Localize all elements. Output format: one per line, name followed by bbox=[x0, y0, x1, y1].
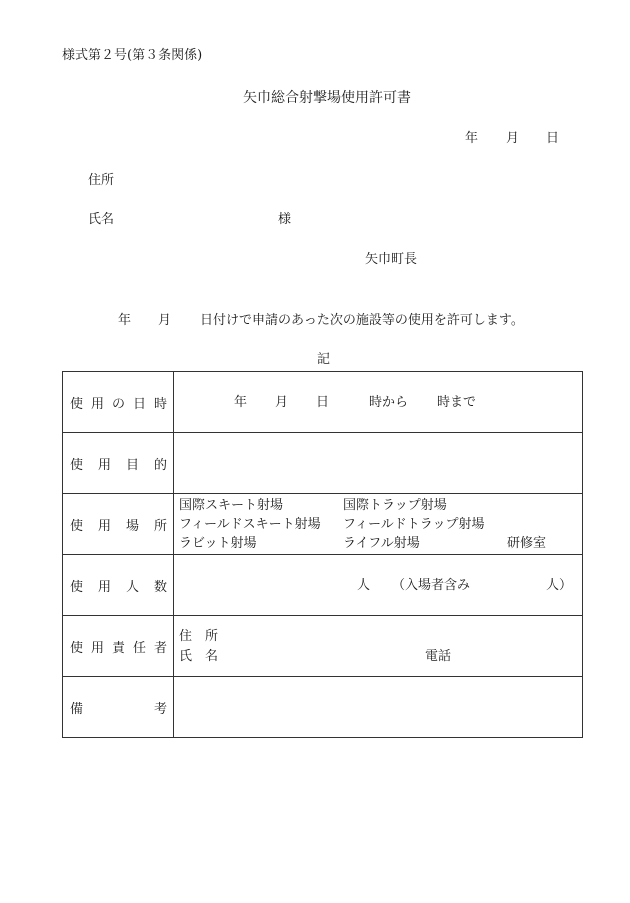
dt-until: 時まで bbox=[437, 395, 477, 410]
label-char: 使 bbox=[70, 518, 84, 534]
honorific: 様 bbox=[278, 212, 292, 227]
dt-from: 時から bbox=[369, 395, 409, 410]
dt-year: 年 bbox=[234, 395, 248, 410]
responsible-address-label: 住 所 bbox=[179, 629, 219, 644]
table-row bbox=[63, 677, 583, 738]
label-char: 所 bbox=[153, 518, 167, 534]
venue-value-cell bbox=[174, 494, 583, 555]
venue-intl-skeet[interactable]: 国際スキート射場 bbox=[179, 498, 284, 513]
venue-field-skeet[interactable]: フィールドスキート射場 bbox=[179, 517, 321, 532]
issuer: 矢巾町長 bbox=[365, 252, 418, 267]
datetime-value-cell[interactable] bbox=[174, 372, 583, 433]
issue-date-day: 日 bbox=[546, 131, 560, 146]
label-char: 人 bbox=[125, 579, 139, 595]
label-char: 場 bbox=[125, 518, 139, 534]
label-char: 責 bbox=[111, 640, 125, 656]
headcount-value-cell[interactable] bbox=[174, 555, 583, 616]
label-char: 者 bbox=[153, 640, 167, 656]
label-char: 用 bbox=[97, 457, 111, 473]
statement-year: 年 bbox=[118, 313, 132, 328]
venue-intl-trap[interactable]: 国際トラップ射場 bbox=[343, 498, 447, 513]
venue-field-trap[interactable]: フィールドトラップ射場 bbox=[343, 517, 485, 532]
label-char: 使 bbox=[70, 457, 84, 473]
name-label: 氏名 bbox=[88, 212, 115, 227]
label-char: 用 bbox=[90, 396, 104, 412]
table-row bbox=[63, 494, 583, 555]
label-char: 用 bbox=[90, 640, 104, 656]
label-char: 使 bbox=[70, 579, 84, 595]
table-row bbox=[63, 433, 583, 494]
label-char: 用 bbox=[97, 579, 111, 595]
row-label-purpose bbox=[63, 433, 174, 494]
address-label: 住所 bbox=[88, 173, 115, 188]
remarks-value-cell[interactable] bbox=[174, 677, 583, 738]
label-char: の bbox=[111, 396, 125, 412]
table-row bbox=[63, 616, 583, 677]
label-char: 備 bbox=[70, 701, 84, 717]
issue-date-year: 年 bbox=[465, 131, 479, 146]
label-char: 任 bbox=[132, 640, 146, 656]
people-unit: 人 bbox=[357, 578, 371, 593]
table-row bbox=[63, 372, 583, 433]
table-row bbox=[63, 555, 583, 616]
form-number: 様式第２号(第３条関係) bbox=[62, 48, 203, 63]
label-char: 使 bbox=[70, 640, 84, 656]
responsible-value-cell[interactable] bbox=[174, 616, 583, 677]
label-char: 使 bbox=[70, 396, 84, 412]
statement-text: 日付けで申請のあった次の施設等の使用を許可します。 bbox=[200, 313, 524, 328]
row-label-venue bbox=[63, 494, 174, 555]
row-label-headcount bbox=[63, 555, 174, 616]
people-including: （入場者含み bbox=[392, 578, 471, 593]
label-char: 数 bbox=[153, 579, 167, 595]
ki-note: 記 bbox=[317, 352, 331, 367]
issue-date-month: 月 bbox=[506, 131, 520, 146]
dt-month: 月 bbox=[275, 395, 289, 410]
dt-day: 日 bbox=[316, 395, 330, 410]
venue-rabbit[interactable]: ラビット射場 bbox=[179, 536, 257, 551]
label-char: 用 bbox=[97, 518, 111, 534]
purpose-value-cell[interactable] bbox=[174, 433, 583, 494]
row-label-datetime bbox=[63, 372, 174, 433]
row-label-remarks bbox=[63, 677, 174, 738]
responsible-phone-label: 電話 bbox=[425, 649, 452, 664]
row-label-responsible bbox=[63, 616, 174, 677]
label-char: 的 bbox=[153, 457, 167, 473]
label-char: 日 bbox=[132, 396, 146, 412]
label-char: 考 bbox=[153, 701, 167, 717]
document-title: 矢巾総合射撃場使用許可書 bbox=[243, 90, 411, 106]
venue-training-room[interactable]: 研修室 bbox=[507, 536, 547, 551]
statement-month: 月 bbox=[158, 313, 172, 328]
label-char: 時 bbox=[153, 396, 167, 412]
people-close: 人） bbox=[546, 578, 573, 593]
venue-rifle[interactable]: ライフル射場 bbox=[343, 536, 420, 551]
permit-table bbox=[62, 371, 583, 738]
label-char: 目 bbox=[125, 457, 139, 473]
responsible-name-label: 氏 名 bbox=[179, 649, 219, 664]
